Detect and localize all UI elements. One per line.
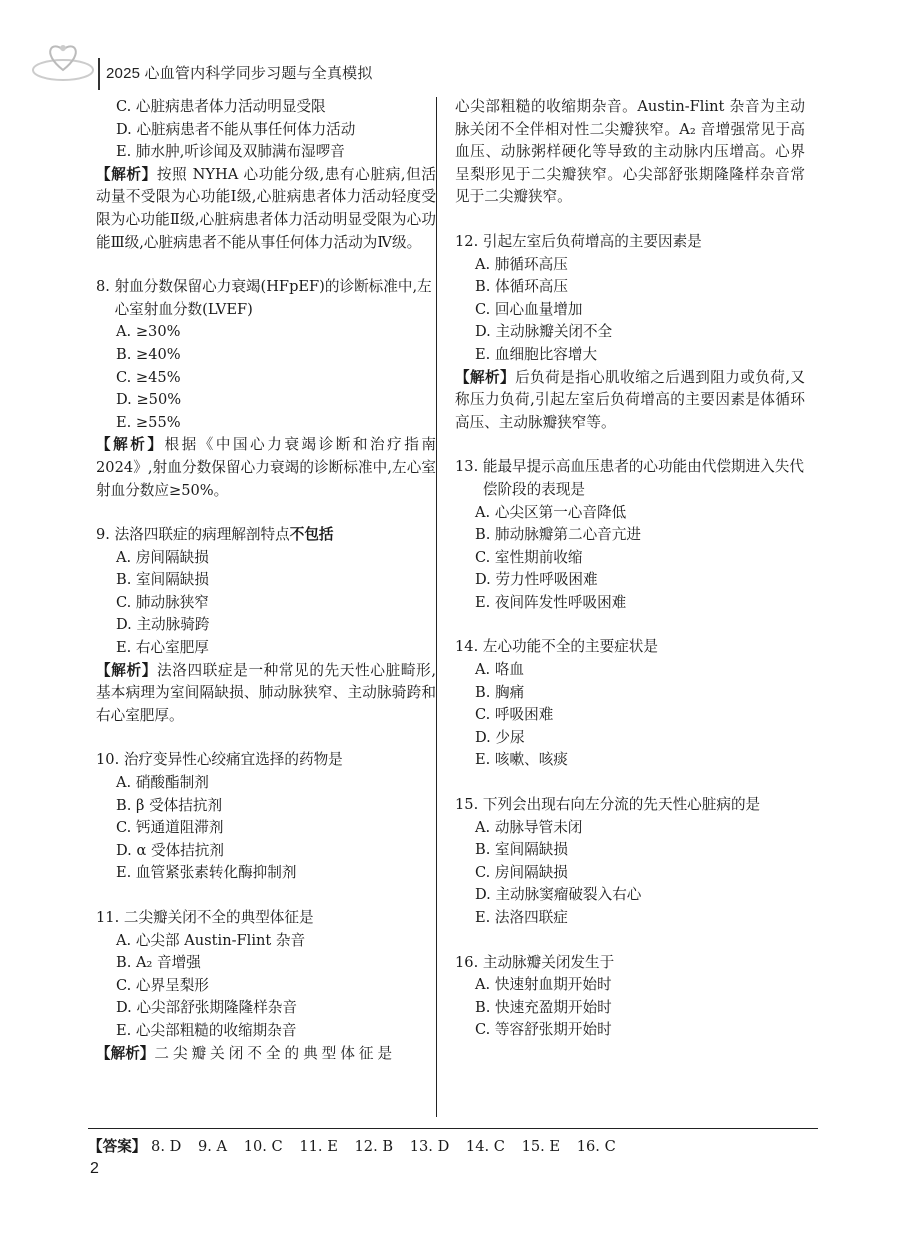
question-number: 9. — [96, 526, 115, 544]
answer-item: 16. C — [576, 1138, 616, 1155]
answer-item: 15. E — [521, 1138, 561, 1155]
option: A. 硝酸酯制剂 — [116, 774, 209, 792]
right-column — [455, 96, 805, 1042]
option: A. 动脉导管未闭 — [475, 818, 583, 836]
option: C. 回心血量增加 — [475, 300, 583, 318]
option: E. 血细胞比容增大 — [475, 345, 598, 363]
question-15 — [455, 794, 805, 930]
option: B. A₂ 音增强 — [116, 954, 201, 972]
answer-item: 12. B — [354, 1138, 394, 1155]
page-header — [0, 0, 900, 100]
explanation-label: 【解析】 — [96, 436, 165, 454]
answer-item: 11. E — [299, 1138, 338, 1155]
question-10 — [96, 749, 436, 885]
option: C. 肺动脉狭窄 — [116, 593, 209, 611]
option: A. 咯血 — [475, 661, 525, 679]
option: B. 胸痛 — [475, 683, 525, 701]
option: E. 夜间阵发性呼吸困难 — [475, 593, 627, 611]
option: E. ≥55% — [116, 413, 181, 431]
option: B. ≥40% — [116, 345, 181, 363]
option: D. 少尿 — [475, 728, 525, 746]
question-text: 射血分数保留心力衰竭(HFpEF)的诊断标准中,左心室射血分数(LVEF) — [114, 278, 432, 318]
option: C. 呼吸困难 — [475, 706, 554, 724]
option: C. 室性期前收缩 — [475, 548, 583, 566]
option: A. 快速射血期开始时 — [475, 976, 612, 994]
option: B. β 受体拮抗剂 — [116, 796, 223, 814]
question-text: 引起左室后负荷增高的主要因素是 — [482, 232, 702, 250]
question-text: 治疗变异性心绞痛宜选择的药物是 — [123, 751, 343, 769]
left-column — [96, 96, 436, 1065]
explanation-label: 【解析】 — [96, 661, 157, 679]
explanation-label: 【解析】 — [96, 1044, 155, 1062]
option: C. ≥45% — [116, 368, 181, 386]
header-divider — [98, 58, 100, 90]
explanation-text: 二尖瓣关闭不全的典型体征是 — [154, 1044, 397, 1062]
option: D. 主动脉瓣关闭不全 — [475, 323, 613, 341]
option: E. 心尖部粗糙的收缩期杂音 — [116, 1021, 297, 1039]
option: D. α 受体拮抗剂 — [116, 841, 224, 859]
question-text: 下列会出现右向左分流的先天性心脏病的是 — [482, 796, 761, 814]
option: D. 劳力性呼吸困难 — [475, 571, 598, 589]
option: E. 右心室肥厚 — [116, 639, 209, 657]
question-number: 16. — [455, 953, 483, 971]
explanation-text: 后负荷是指心肌收缩之后遇到阻力或负荷,又称压力负荷,引起左室后负荷增高的主要因素是体循环高压、主动脉瓣狭窄等。 — [455, 368, 805, 431]
explanation-label: 【解析】 — [96, 165, 157, 183]
option: C. 等容舒张期开始时 — [475, 1021, 612, 1039]
answer-key — [88, 1128, 818, 1156]
question-text: 法洛四联症的病理解剖特点 — [114, 526, 290, 544]
option: E. 法洛四联症 — [475, 909, 568, 926]
option: E. 血管紧张素转化酶抑制剂 — [116, 864, 297, 882]
explanation — [455, 367, 805, 435]
answer-key-label: 【答案】 — [88, 1138, 147, 1155]
question-16 — [455, 952, 805, 1042]
option: A. 房间隔缺损 — [116, 548, 209, 566]
book-logo-icon — [28, 40, 98, 86]
question-11 — [96, 907, 436, 1065]
explanation-text: 法洛四联症是一种常见的先天性心脏畸形,基本病理为室间隔缺损、肺动脉狭窄、主动脉骑跨和右心室肥厚。 — [96, 661, 436, 724]
question-13 — [455, 456, 805, 614]
question-number: 14. — [455, 638, 483, 656]
question-emphasis: 不包括 — [289, 526, 334, 544]
explanation-text: 按照 NYHA 心功能分级,患有心脏病,但活动量不受限为心功能Ⅰ级,心脏病患者体力活动轻度受限为心功能Ⅱ级,心脏病患者体力活动明显受限为心功能Ⅲ级,心脏病患者不能从事任何体力活动为Ⅳ级。 — [96, 165, 436, 251]
question-number: 11. — [96, 909, 124, 926]
question-number: 13. — [455, 458, 483, 476]
page-number: 2 — [90, 1160, 99, 1177]
explanation-continued: 心尖部粗糙的收缩期杂音。Austin-Flint 杂音为主动脉关闭不全伴相对性二尖瓣狭窄。A₂ 音增强常见于高血压、动脉粥样硬化等导致的主动脉内压增高。心界呈梨形见于二尖瓣狭窄。心尖部舒张期隆隆样杂音常见于二尖瓣狭窄。 — [455, 98, 805, 206]
option: B. 快速充盈期开始时 — [475, 998, 612, 1016]
option: C. 心脏病患者体力活动明显受限 — [116, 98, 326, 115]
option: D. 心脏病患者不能从事任何体力活动 — [116, 120, 356, 138]
question-8 — [96, 276, 436, 502]
answer-item: 13. D — [409, 1138, 450, 1155]
question-text: 主动脉瓣关闭发生于 — [482, 953, 615, 971]
option: B. 室间隔缺损 — [116, 571, 209, 589]
answer-item: 10. C — [243, 1138, 283, 1155]
option: E. 咳嗽、咳痰 — [475, 751, 568, 769]
answer-item: 9. A — [197, 1138, 228, 1155]
explanation — [96, 434, 436, 502]
answer-item: 8. D — [151, 1138, 182, 1155]
option: A. 心尖部 Austin-Flint 杂音 — [116, 931, 306, 949]
explanation-text: 根据《中国心力衰竭诊断和治疗指南 2024》,射血分数保留心力衰竭的诊断标准中,左心室射血分数应≥50%。 — [96, 436, 436, 499]
question-text: 二尖瓣关闭不全的典型体征是 — [123, 909, 314, 926]
question-number: 15. — [455, 796, 483, 814]
question-9 — [96, 524, 436, 727]
column-divider — [436, 97, 437, 1117]
option: B. 体循环高压 — [475, 278, 568, 296]
explanation — [96, 660, 436, 728]
option: A. 肺循环高压 — [475, 255, 568, 273]
option: D. 主动脉窦瘤破裂入右心 — [475, 886, 642, 904]
question-number: 8. — [96, 278, 115, 296]
option: B. 肺动脉瓣第二心音亢进 — [475, 526, 641, 544]
question-number: 12. — [455, 232, 483, 250]
question-12 — [455, 231, 805, 434]
option: C. 心界呈梨形 — [116, 976, 209, 994]
explanation-label: 【解析】 — [455, 368, 516, 386]
option: D. 主动脉骑跨 — [116, 616, 210, 634]
question-14 — [455, 636, 805, 772]
book-title: 2025 心血管内科学同步习题与全真模拟 — [106, 65, 373, 82]
option: D. ≥50% — [116, 391, 182, 409]
explanation — [96, 164, 436, 254]
option: E. 肺水肿,听诊闻及双肺满布湿啰音 — [116, 143, 345, 161]
question-number: 10. — [96, 751, 124, 769]
question-text: 左心功能不全的主要症状是 — [482, 638, 658, 656]
answer-item: 14. C — [465, 1138, 505, 1155]
option: A. ≥30% — [116, 323, 181, 341]
explanation — [96, 1043, 436, 1066]
option: B. 室间隔缺损 — [475, 841, 568, 859]
option: D. 心尖部舒张期隆隆样杂音 — [116, 999, 297, 1017]
option: C. 房间隔缺损 — [475, 863, 568, 881]
question-text: 能最早提示高血压患者的心功能由代偿期进入失代偿阶段的表现是 — [482, 458, 804, 498]
option: A. 心尖区第一心音降低 — [475, 503, 627, 521]
option: C. 钙通道阻滞剂 — [116, 819, 224, 837]
